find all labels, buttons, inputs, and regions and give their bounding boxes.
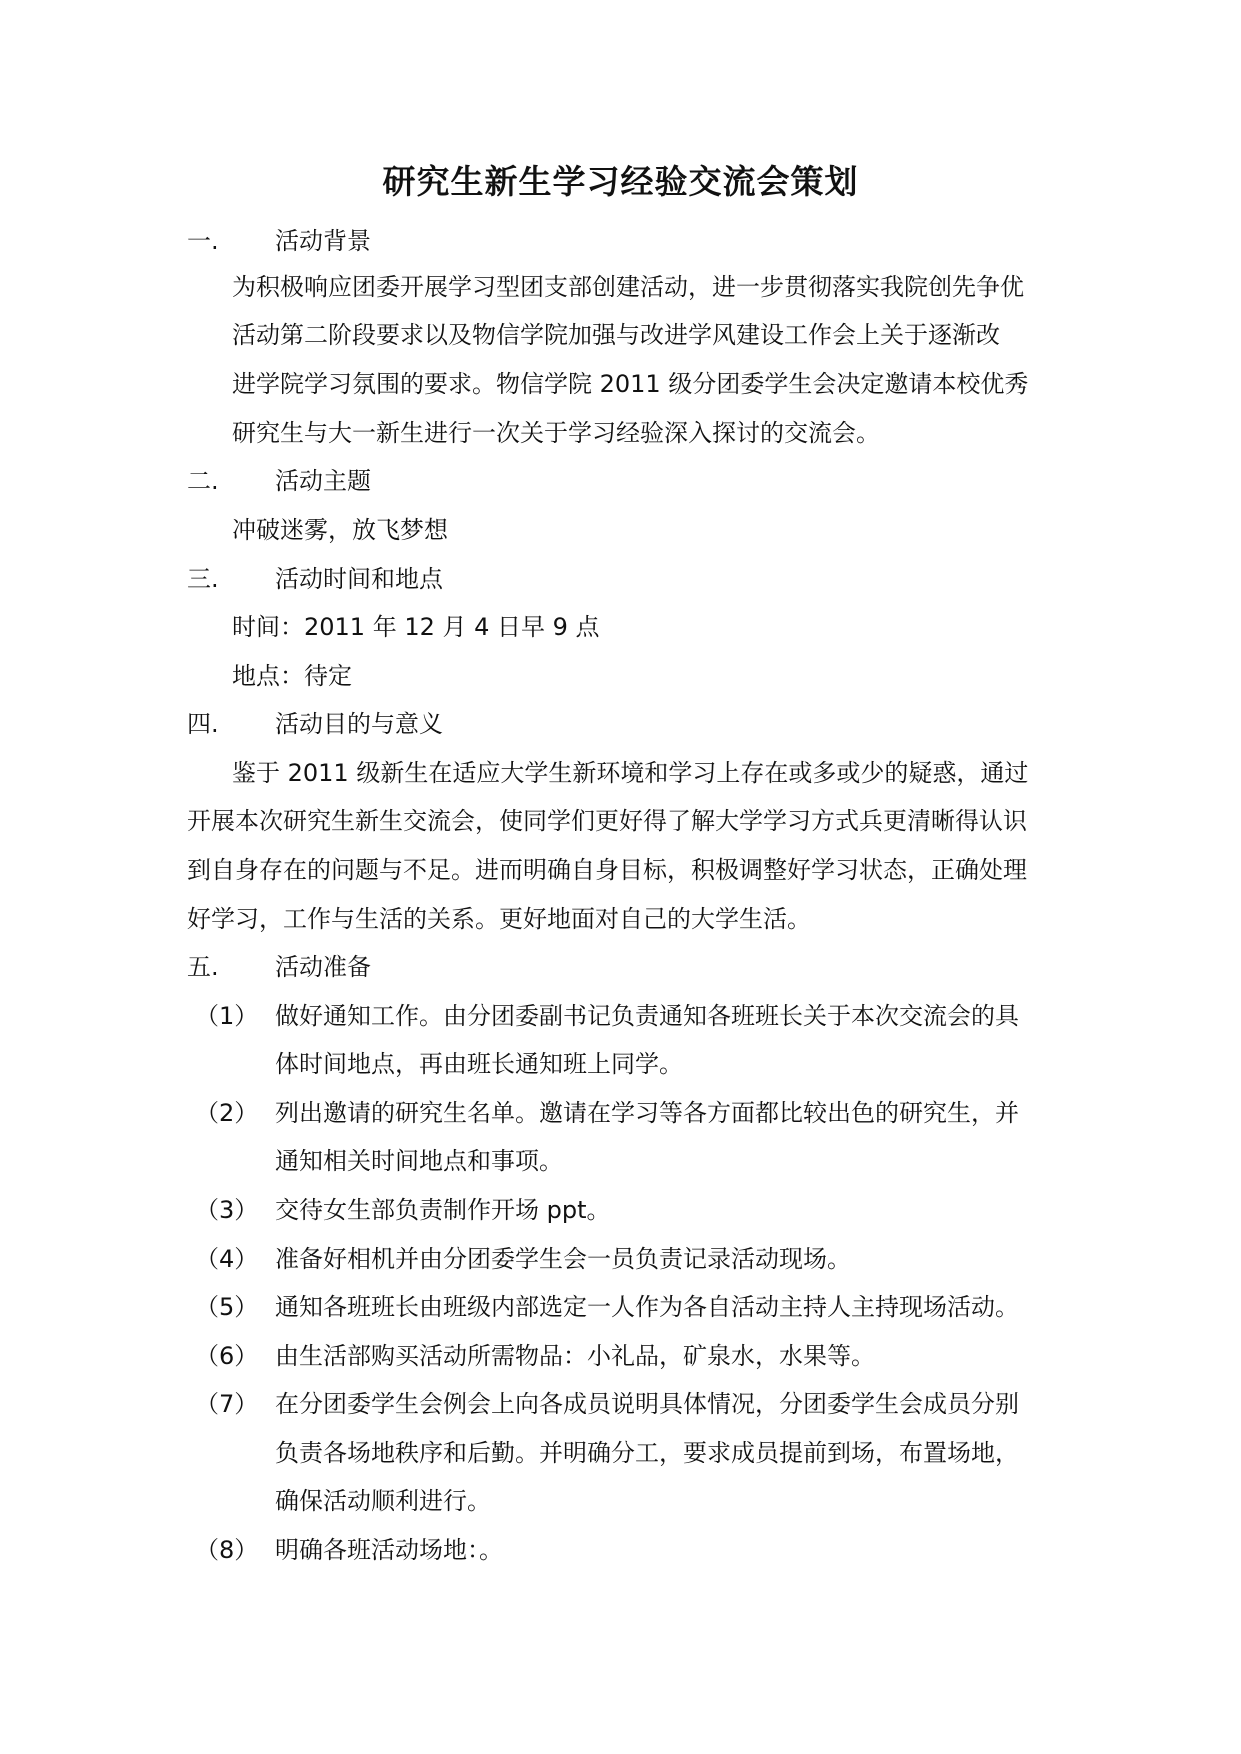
- list-item-line: 确保活动顺利进行。: [275, 1487, 491, 1515]
- section-heading: 活动目的与意义: [275, 710, 443, 738]
- section-number: 五.: [187, 953, 219, 981]
- section-number: 一.: [187, 227, 219, 255]
- paragraph-line: 为积极响应团委开展学习型团支部创建活动，进一步贯彻落实我院创先争优: [232, 273, 1024, 301]
- document-title: 研究生新生学习经验交流会策划: [382, 162, 859, 201]
- list-item-number: （2）: [195, 1099, 259, 1127]
- section-heading: 活动时间和地点: [275, 565, 443, 593]
- section-heading: 活动背景: [275, 227, 371, 255]
- list-item-line: 准备好相机并由分团委学生会一员负责记录活动现场。: [275, 1245, 851, 1273]
- list-item-line: 由生活部购买活动所需物品：小礼品，矿泉水，水果等。: [275, 1342, 875, 1370]
- list-item-line: 做好通知工作。由分团委副书记负责通知各班班长关于本次交流会的具: [275, 1002, 1019, 1030]
- paragraph-line: 地点：待定: [232, 662, 352, 690]
- paragraph-line: 活动第二阶段要求以及物信学院加强与改进学风建设工作会上关于逐渐改: [232, 321, 1000, 349]
- list-item-line: 负责各场地秩序和后勤。并明确分工，要求成员提前到场，布置场地，: [275, 1439, 1019, 1467]
- paragraph-line: 开展本次研究生新生交流会，使同学们更好得了解大学学习方式兵更清晰得认识: [187, 807, 1027, 835]
- list-item-number: （6）: [195, 1342, 259, 1370]
- paragraph-line: 到自身存在的问题与不足。进而明确自身目标，积极调整好学习状态，正确处理: [187, 856, 1027, 884]
- section-number: 三.: [187, 565, 219, 593]
- list-item-number: （3）: [195, 1196, 259, 1224]
- paragraph-line: 研究生与大一新生进行一次关于学习经验深入探讨的交流会。: [232, 419, 880, 447]
- paragraph-line: 鉴于 2011 级新生在适应大学生新环境和学习上存在或多或少的疑惑，通过: [232, 759, 1029, 787]
- list-item-line: 列出邀请的研究生名单。邀请在学习等各方面都比较出色的研究生，并: [275, 1099, 1019, 1127]
- list-item-number: （1）: [195, 1002, 259, 1030]
- list-item-number: （5）: [195, 1293, 259, 1321]
- list-item-line: 体时间地点，再由班长通知班上同学。: [275, 1050, 683, 1078]
- list-item-number: （7）: [195, 1390, 259, 1418]
- list-item-line: 通知相关时间地点和事项。: [275, 1147, 563, 1175]
- section-heading: 活动主题: [275, 467, 371, 495]
- paragraph-line: 时间：2011 年 12 月 4 日早 9 点: [232, 613, 600, 641]
- list-item-line: 明确各班活动场地：。: [275, 1536, 503, 1564]
- paragraph-line: 冲破迷雾，放飞梦想: [232, 516, 448, 544]
- list-item-line: 在分团委学生会例会上向各成员说明具体情况，分团委学生会成员分别: [275, 1390, 1019, 1418]
- list-item-line: 交待女生部负责制作开场 ppt。: [275, 1196, 611, 1224]
- list-item-line: 通知各班班长由班级内部选定一人作为各自活动主持人主持现场活动。: [275, 1293, 1019, 1321]
- list-item-number: （8）: [195, 1536, 259, 1564]
- section-number: 二.: [187, 467, 219, 495]
- paragraph-line: 进学院学习氛围的要求。物信学院 2011 级分团委学生会决定邀请本校优秀: [232, 370, 1029, 398]
- section-heading: 活动准备: [275, 953, 371, 981]
- paragraph-line: 好学习，工作与生活的关系。更好地面对自己的大学生活。: [187, 905, 811, 933]
- section-number: 四.: [187, 710, 219, 738]
- list-item-number: （4）: [195, 1245, 259, 1273]
